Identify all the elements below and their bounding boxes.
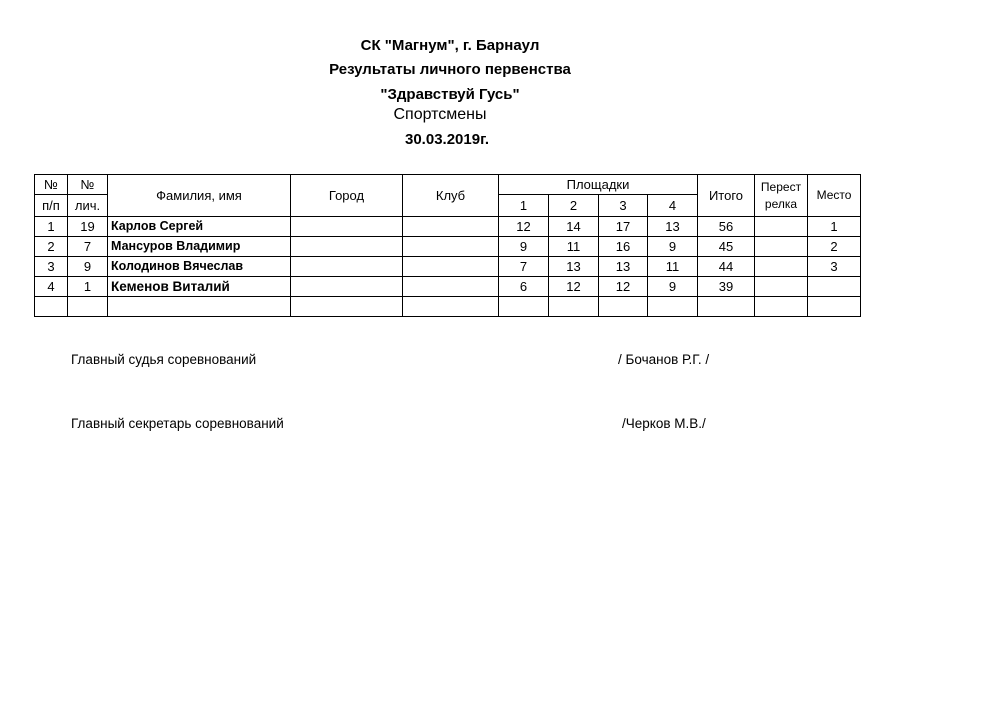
cell-name: Кеменов Виталий (108, 277, 291, 297)
cell-area-2: 11 (549, 237, 599, 257)
cell-total: 45 (698, 237, 755, 257)
cell-lic: 1 (68, 277, 108, 297)
category-label: Спортсмены (393, 106, 487, 123)
cell-area-3: 13 (599, 257, 648, 277)
secretary-label: Главный секретарь соревнований (71, 416, 284, 431)
header-num-top: № (35, 175, 68, 195)
organization-title: СК "Магнум", г. Барнаул (360, 37, 540, 54)
cell-name: Мансуров Владимир (108, 237, 291, 257)
cell-city (291, 217, 403, 237)
cell-city (291, 277, 403, 297)
cell-place: 3 (808, 257, 861, 277)
cell-num: 2 (35, 237, 68, 257)
cell-club (403, 257, 499, 277)
judge-label: Главный судья соревнований (71, 352, 257, 367)
cell-shootoff (755, 257, 808, 277)
cell-area-2: 14 (549, 217, 599, 237)
cell-shootoff (755, 237, 808, 257)
secretary-name: /Черков М.В./ (622, 416, 706, 431)
cell-club (403, 217, 499, 237)
cell-total: 39 (698, 277, 755, 297)
cell-club (403, 237, 499, 257)
cell-lic: 19 (68, 217, 108, 237)
cell-num: 4 (35, 277, 68, 297)
cell-area-3: 12 (599, 277, 648, 297)
header-name: Фамилия, имя (108, 175, 291, 217)
cell-lic: 7 (68, 237, 108, 257)
header-shootoff-top: Перест (760, 179, 802, 194)
cell-name: Колодинов Вячеслав (108, 257, 291, 277)
cell-lic: 9 (68, 257, 108, 277)
cell-place (808, 277, 861, 297)
header-area-3: 3 (599, 195, 648, 217)
cell-area-3: 17 (599, 217, 648, 237)
event-name: "Здравствуй Гусь" (380, 86, 520, 103)
table-row (35, 277, 861, 297)
cell-area-4: 9 (648, 237, 698, 257)
cell-shootoff (755, 277, 808, 297)
table-row (35, 237, 861, 257)
header-num-bottom: п/п (35, 195, 68, 217)
table-row (35, 217, 861, 237)
judge-name: / Бочанов Р.Г. / (618, 352, 710, 367)
header-lic-top: № (68, 175, 108, 195)
header-shootoff-bottom: релка (764, 196, 798, 211)
cell-place: 1 (808, 217, 861, 237)
header-total: Итого (698, 175, 755, 217)
header-lic-bottom: лич. (68, 195, 108, 217)
cell-city (291, 257, 403, 277)
cell-place: 2 (808, 237, 861, 257)
document-title: Результаты личного первенства (329, 61, 571, 78)
cell-area-4: 13 (648, 217, 698, 237)
cell-total: 44 (698, 257, 755, 277)
cell-area-3: 16 (599, 237, 648, 257)
header-area-2: 2 (549, 195, 599, 217)
results-table (34, 174, 861, 317)
cell-area-2: 13 (549, 257, 599, 277)
cell-total: 56 (698, 217, 755, 237)
table-row (35, 257, 861, 277)
table-row-empty (35, 297, 861, 317)
cell-name: Карлов Сергей (108, 217, 291, 237)
header-city: Город (291, 175, 403, 217)
cell-area-4: 11 (648, 257, 698, 277)
cell-num: 1 (35, 217, 68, 237)
cell-area-1: 9 (499, 237, 549, 257)
header-place: Место (808, 175, 861, 217)
cell-num: 3 (35, 257, 68, 277)
cell-area-4: 9 (648, 277, 698, 297)
header-shootoff (755, 175, 808, 217)
header-area-1: 1 (499, 195, 549, 217)
cell-area-2: 12 (549, 277, 599, 297)
event-date: 30.03.2019г. (405, 131, 489, 148)
cell-area-1: 6 (499, 277, 549, 297)
header-areas: Площадки (499, 175, 698, 195)
cell-shootoff (755, 217, 808, 237)
header-area-4: 4 (648, 195, 698, 217)
cell-city (291, 237, 403, 257)
cell-area-1: 12 (499, 217, 549, 237)
cell-club (403, 277, 499, 297)
header-club: Клуб (403, 175, 499, 217)
cell-area-1: 7 (499, 257, 549, 277)
